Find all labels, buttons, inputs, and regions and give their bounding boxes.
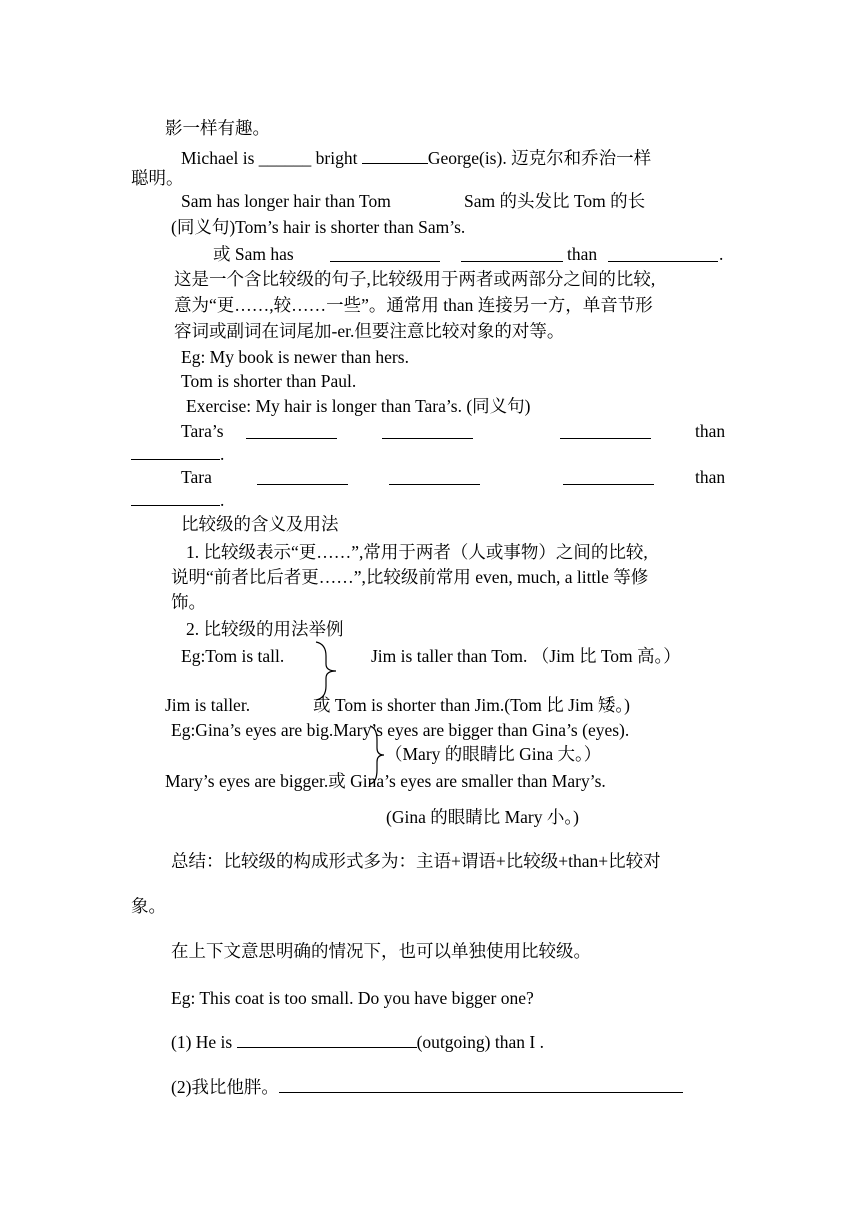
text-line: than xyxy=(567,244,598,264)
text-line: 聪明。 xyxy=(131,168,184,188)
text-line: 象。 xyxy=(131,896,166,916)
text-line: 在上下文意思明确的情况下，也可以单独使用比较级。 xyxy=(171,941,591,961)
blank-line xyxy=(279,1076,683,1093)
text-line: . xyxy=(220,444,225,464)
text-line: (同义句)Tom’s hair is shorter than Sam’s. xyxy=(171,217,466,237)
text-line: Eg: My book is newer than hers. xyxy=(181,347,409,367)
text-line: 或 Sam has xyxy=(213,244,294,264)
text-line: Eg:Gina’s eyes are big.Mary’s eyes are bigger than Gina’s (eyes). xyxy=(171,720,630,740)
exercise-line: (2)我比他胖。 xyxy=(171,1076,683,1098)
blank-line xyxy=(237,1031,417,1048)
curly-brace xyxy=(312,640,342,702)
section-heading: 比较级的含义及用法 xyxy=(181,514,339,534)
summary-line: 总结：比较级的构成形式多为：主语+谓语+比较级+than+比较对 xyxy=(171,851,661,871)
text-line: Exercise: My hair is longer than Tara’s. (同义句) xyxy=(186,396,531,416)
text-line: than xyxy=(695,467,726,487)
text-line: Sam 的头发比 Tom 的长 xyxy=(464,191,646,211)
text-line: Tara xyxy=(181,467,212,487)
text-line: 容词或副词在词尾加-er.但要注意比较对象的对等。 xyxy=(174,321,565,341)
text-line: Tara’s xyxy=(181,421,224,441)
text-line: Tom is shorter than Paul. xyxy=(181,371,357,391)
text-line: Sam has longer hair than Tom xyxy=(181,191,391,211)
text-line: (Gina 的眼睛比 Mary 小。) xyxy=(386,807,579,827)
text-line: 或 Tom is shorter than Jim.(Tom 比 Jim 矮。) xyxy=(313,695,630,715)
text-line: Mary’s eyes are bigger.或 Gina’s eyes are smaller than Mary’s. xyxy=(165,771,606,791)
text-line: 影一样有趣。 xyxy=(165,118,270,138)
blank-line xyxy=(131,443,220,460)
blank-line xyxy=(382,422,473,439)
text-line: Eg:Tom is tall. xyxy=(181,646,285,666)
blank-line xyxy=(461,245,563,262)
blank-line xyxy=(330,245,440,262)
blank-line xyxy=(389,468,480,485)
text-line: 意为“更……,较……一些”。通常用 than 连接另一方，单音节形 xyxy=(174,295,653,315)
blank-line xyxy=(246,422,337,439)
text-line: . xyxy=(719,244,724,264)
text-line: 这是一个含比较级的句子,比较级用于两者或两部分之间的比较, xyxy=(174,269,656,289)
text-line: （Mary 的眼睛比 Gina 大。） xyxy=(385,744,602,764)
text-line: Michael is ______ bright George(is). 迈克尔和乔治一样 xyxy=(181,148,652,168)
text-line: . xyxy=(220,490,225,510)
blank-line xyxy=(362,147,428,164)
text-line: 1. 比较级表示“更……”,常用于两者（人或事物）之间的比较, xyxy=(186,542,648,562)
text-line: Eg: This coat is too small. Do you have bigger one? xyxy=(171,988,534,1008)
text-line: Jim is taller than Tom. （Jim 比 Tom 高。） xyxy=(371,646,681,666)
text-line: 2. 比较级的用法举例 xyxy=(186,619,344,639)
blank-line xyxy=(563,468,654,485)
blank-line xyxy=(608,245,718,262)
text-line: 饰。 xyxy=(171,592,206,612)
blank-line xyxy=(257,468,348,485)
exercise-line: (1) He is (outgoing) than I . xyxy=(171,1032,544,1052)
blank-line xyxy=(131,489,220,506)
blank-line xyxy=(560,422,651,439)
text-line: than xyxy=(695,421,726,441)
text-line: Jim is taller. xyxy=(165,695,251,715)
text-line: 说明“前者比后者更……”,比较级前常用 even, much, a little 等修 xyxy=(171,567,649,587)
